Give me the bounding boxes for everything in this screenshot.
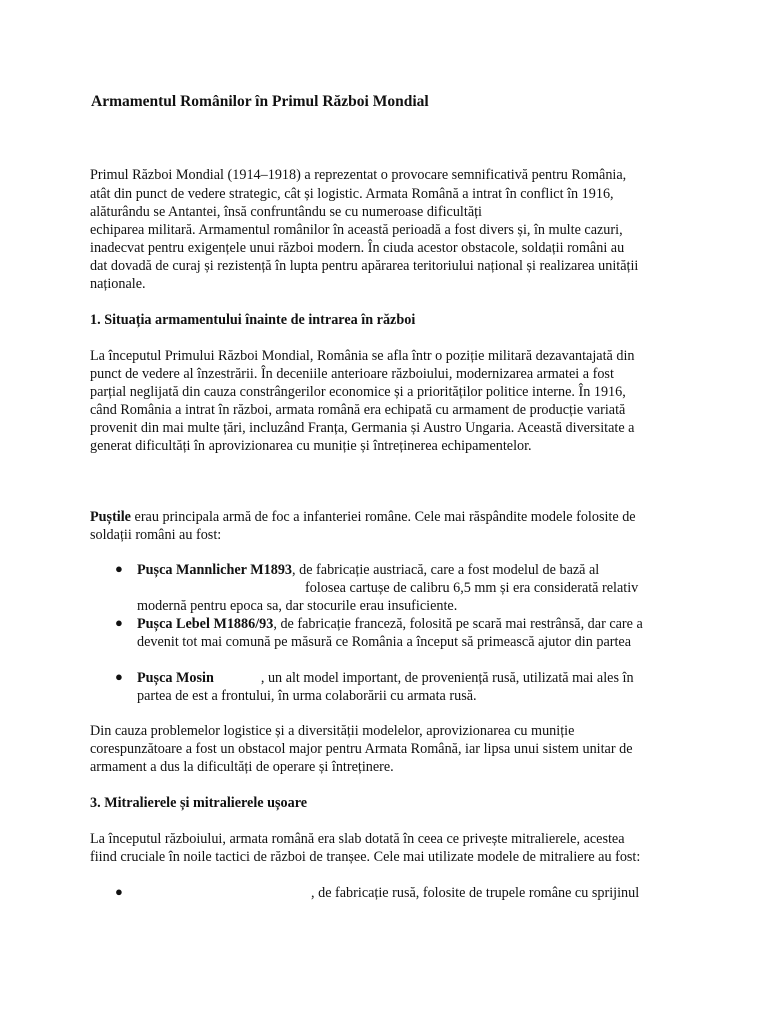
- rifle-name: Pușca Mosin: [137, 670, 214, 686]
- intro-line: atât din punct de vedere strategic, cât și logistic. Armata Română a intrat în conflict în 1916,: [90, 186, 614, 202]
- paragraph-line: armament a dus la dificultăți de operare și întreținere.: [90, 759, 394, 775]
- paragraph-line: când România a intrat în război, armata română era echipată cu armament de producție variată: [90, 402, 626, 418]
- paragraph-line: parțial neglijată din cauza constrângerilor economice și a priorităților politice interne. În 1916,: [90, 384, 626, 400]
- rifle-name: Pușca Lebel M1886/93: [137, 616, 274, 632]
- paragraph-line: soldații români au fost:: [90, 527, 222, 543]
- list-item-line: [137, 615, 643, 633]
- intro-line: inadecvat pentru exigențele unui război modern. În ciuda acestor obstacole, soldații români au: [90, 240, 625, 256]
- section-heading: 1. Situația armamentului înainte de intrarea în război: [90, 312, 416, 328]
- rifle-text: , de fabricație austriacă, care a fost modelul de bază al: [292, 562, 600, 578]
- list-item-line: partea de est a frontului, în urma colaborării cu armata rusă.: [137, 688, 477, 704]
- list-item-line: [137, 561, 599, 579]
- document-title: Armamentul Românilor în Primul Război Mondial: [91, 93, 429, 110]
- section-heading: 3. Mitralierele și mitralierele ușoare: [90, 795, 308, 811]
- bullet-icon: ●: [115, 561, 123, 576]
- paragraph-line: Din cauza problemelor logistice și a diversității modelelor, aprovizionarea cu muniție: [90, 723, 575, 739]
- bullet-icon: ●: [115, 884, 123, 899]
- list-item-line: , de fabricație rusă, folosite de trupele române cu sprijinul: [311, 885, 640, 901]
- intro-line: Primul Război Mondial (1914–1918) a reprezentat o provocare semnificativă pentru România,: [90, 167, 627, 183]
- paragraph-line: provenit din mai multe țări, incluzând Franța, Germania și Austro Ungaria. Această diversitate a: [90, 420, 635, 436]
- paragraph-line: generat dificultăți în aprovizionarea cu muniție și întreținerea echipamentelor.: [90, 438, 532, 454]
- bullet-icon: ●: [115, 669, 123, 684]
- intro-line: echiparea militară. Armamentul românilor în această perioadă a fost divers și, în multe cazuri,: [90, 222, 623, 238]
- rifle-text: , un alt model important, de proveniență rusă, utilizată mai ales în: [260, 670, 634, 686]
- list-item-line: [137, 669, 634, 687]
- paragraph-line: fiind cruciale în noile tactici de război de tranșee. Cele mai utilizate modele de mitraliere au fost:: [90, 849, 641, 865]
- paragraph-line: [90, 508, 636, 526]
- intro-line: alăturându se Antantei, însă confruntându se cu numeroase dificultăți: [90, 204, 482, 220]
- rifle-name: Pușca Mannlicher M1893: [137, 562, 293, 578]
- bullet-icon: ●: [115, 615, 123, 630]
- paragraph-line: La începutul războiului, armata română era slab dotată în ceea ce privește mitralierele, acestea: [90, 831, 625, 847]
- list-item-line: modernă pentru epoca sa, dar stocurile erau insuficiente.: [137, 598, 458, 614]
- intro-line: dat dovadă de curaj și rezistență în lupta pentru apărarea teritoriului național și realizarea unității: [90, 258, 639, 274]
- intro-line: naționale.: [90, 276, 146, 292]
- list-item-line: folosea cartușe de calibru 6,5 mm și era considerată relativ: [305, 580, 639, 596]
- rifles-lead-text: erau principala armă de foc a infanteriei române. Cele mai răspândite modele folosite de: [130, 509, 636, 525]
- paragraph-line: punct de vedere al înzestrării. În deceniile anterioare războiului, modernizarea armatei a fost: [90, 366, 614, 382]
- list-item-line: devenit tot mai comună pe măsură ce România a început să primească ajutor din partea: [137, 634, 632, 650]
- rifles-lead-term: Puștile: [90, 509, 131, 525]
- paragraph-line: La începutul Primului Război Mondial, România se afla într o poziție militară dezavantajată din: [90, 348, 635, 364]
- rifle-text: , de fabricație franceză, folosită pe scară mai restrânsă, dar care a: [273, 616, 643, 632]
- paragraph-line: corespunzătoare a fost un obstacol major pentru Armata Română, iar lipsa unui sistem unitar de: [90, 741, 633, 757]
